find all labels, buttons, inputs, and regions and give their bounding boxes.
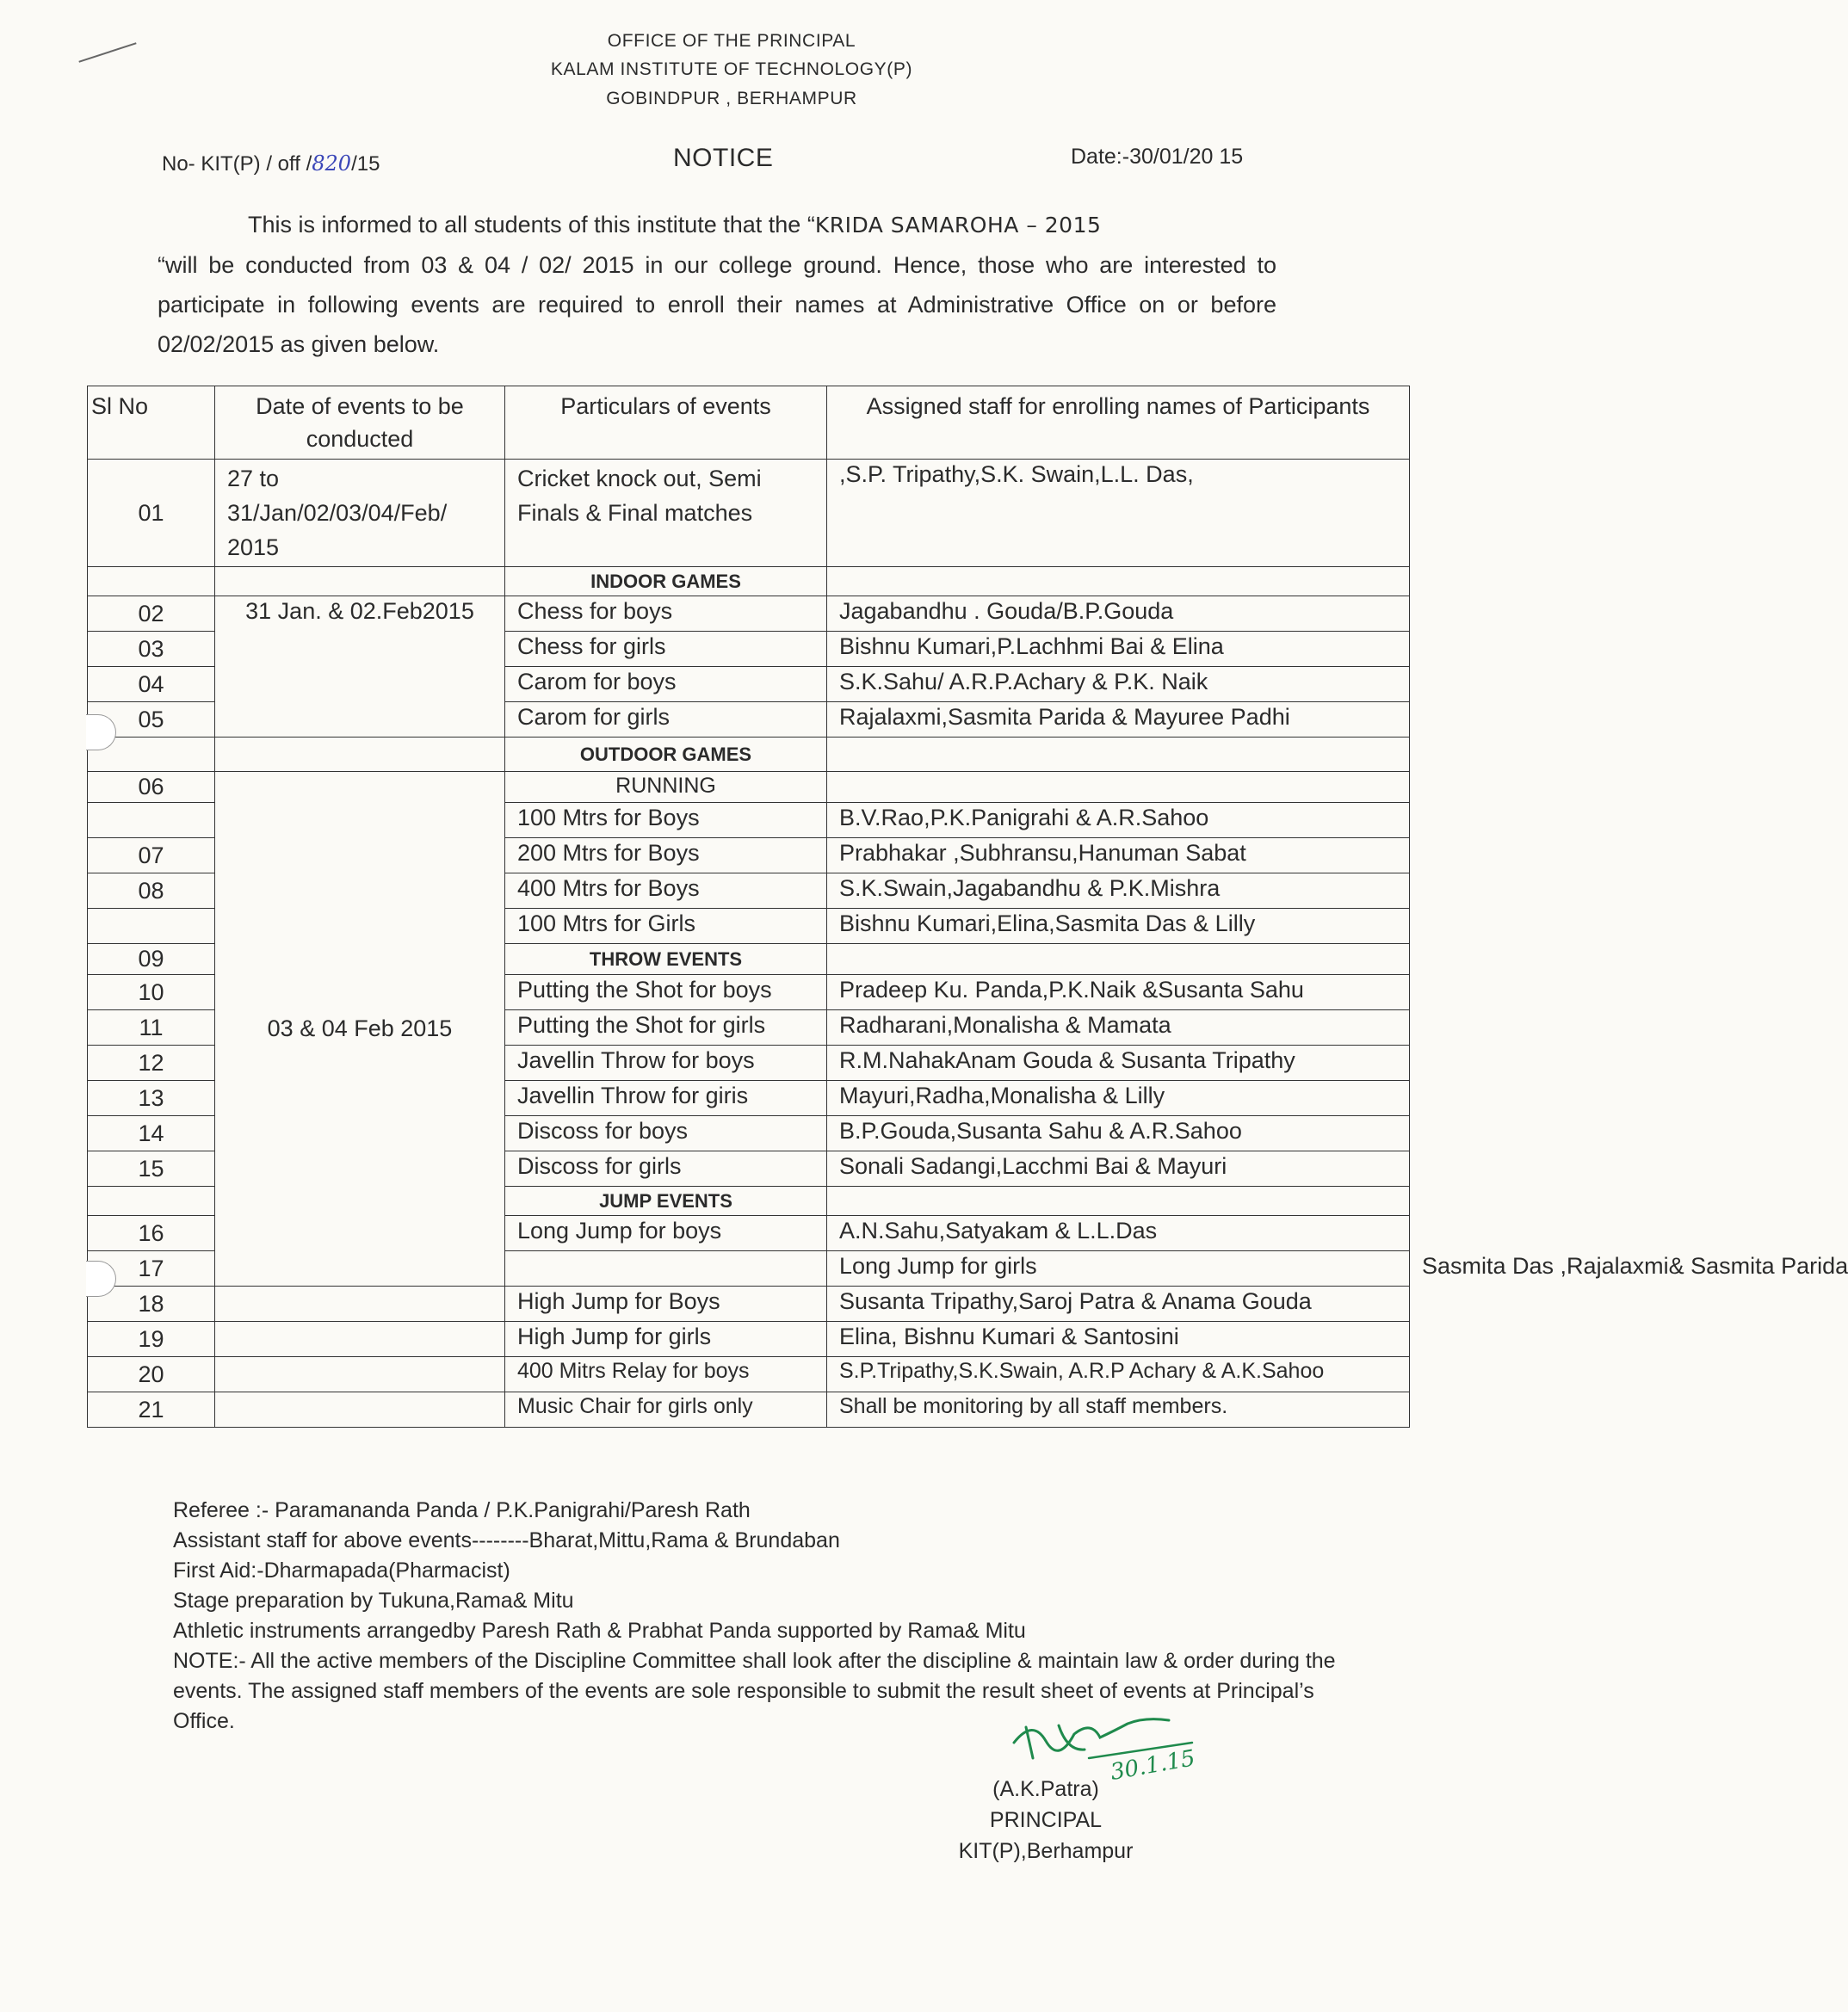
sl-cell: 10 (88, 975, 215, 1010)
reference-number (162, 151, 380, 176)
col-header-date: Date of events to be conducted (215, 386, 505, 460)
sl-cell (88, 803, 215, 838)
institute-name: KALAM INSTITUTE OF TECHNOLOGY(P) (550, 59, 913, 79)
reference-handwritten-no: 820 (312, 151, 352, 176)
sl-cell: 21 (88, 1392, 215, 1428)
event-cell: Putting the Shot for boys (505, 975, 827, 1010)
staff-cell: Elina, Bishnu Kumari & Santosini (827, 1322, 1410, 1357)
date-cell: 03 & 04 Feb 2015 (215, 772, 505, 1287)
section-title: JUMP EVENTS (505, 1187, 827, 1216)
table-row (88, 1322, 1410, 1357)
event-cell: 200 Mtrs for Boys (505, 838, 827, 873)
intro-text-2: “will be conducted from 03 & 04 / 02/ 2015 in our college ground. Hence, those who are interested to participate in following events are required to enroll their names at Administrative Office on or before 02/02/2015 as given below. (158, 252, 1276, 357)
signatory-name: (A.K.Patra) (992, 1777, 1099, 1801)
table-row (88, 1287, 1410, 1322)
notice-date: Date:-30/01/20 15 (1071, 145, 1244, 169)
staff-cell: B.P.Gouda,Susanta Sahu & A.R.Sahoo (827, 1116, 1410, 1151)
col-header-particulars: Particulars of events (505, 386, 827, 460)
table-row (88, 596, 1410, 632)
sl-cell: 18 (88, 1287, 215, 1322)
table-row (88, 460, 1410, 567)
staff-cell: S.K.Sahu/ A.R.P.Achary & P.K. Naik (827, 667, 1410, 702)
event-cell: Discoss for boys (505, 1116, 827, 1151)
event-cell: Chess for boys (505, 596, 827, 632)
events-table (87, 386, 1848, 1428)
institute-address: GOBINDPUR , BERHAMPUR (606, 89, 857, 108)
event-cell: Putting the Shot for girls (505, 1010, 827, 1046)
event-cell: Long Jump for girls (827, 1251, 1410, 1287)
section-row-outdoor (88, 738, 1410, 772)
event-cell: 100 Mtrs for Boys (505, 803, 827, 838)
staff-cell: S.P.Tripathy,S.K.Swain, A.R.P Achary & A.K.Sahoo (827, 1357, 1410, 1392)
sl-cell: 11 (88, 1010, 215, 1046)
event-cell: Chess for girls (505, 632, 827, 667)
staff-cell: Radharani,Monalisha & Mamata (827, 1010, 1410, 1046)
table-row (88, 1392, 1410, 1428)
signature-date: 30.1.15 (1108, 1745, 1197, 1786)
sl-cell: 13 (88, 1081, 215, 1116)
staff-cell: ,S.P. Tripathy,S.K. Swain,L.L. Das, (827, 460, 1410, 567)
signatory-block (934, 1774, 1158, 1867)
staff-cell: Sonali Sadangi,Lacchmi Bai & Mayuri (827, 1151, 1410, 1187)
event-cell: 400 Mitrs Relay for boys (505, 1357, 827, 1392)
section-title: INDOOR GAMES (505, 567, 827, 596)
intro-text-1: This is informed to all students of this institute that the “ (248, 212, 815, 238)
event-cell: Javellin Throw for giris (505, 1081, 827, 1116)
sl-cell: 16 (88, 1216, 215, 1251)
reference-prefix: No- KIT(P) / off / (162, 152, 312, 176)
event-cell: Javellin Throw for boys (505, 1046, 827, 1081)
first-aid-line: First Aid:-Dharmapada(Pharmacist) (173, 1558, 510, 1583)
event-cell: High Jump for girls (505, 1322, 827, 1357)
sl-cell: 06 (88, 772, 215, 803)
table-row: 17 Long Jump for girls Sasmita Das ,Rajalaxmi& Sasmita Parida (88, 1251, 1410, 1287)
event-cell: Music Chair for girls only (505, 1392, 827, 1428)
signatory-designation: PRINCIPAL (989, 1808, 1103, 1832)
sl-cell: 01 (88, 460, 215, 567)
sl-cell: 03 (88, 632, 215, 667)
col-header-sl: Sl No (88, 386, 215, 460)
sl-cell: 19 (88, 1322, 215, 1357)
sl-cell: 14 (88, 1116, 215, 1151)
sl-cell: 05 (88, 702, 215, 738)
event-cell: 100 Mtrs for Girls (505, 909, 827, 944)
staff-cell: Bishnu Kumari,Elina,Sasmita Das & Lilly (827, 909, 1410, 944)
staff-cell: Mayuri,Radha,Monalisha & Lilly (827, 1081, 1410, 1116)
notice-footer (173, 1496, 1361, 1737)
signatory-org: KIT(P),Berhampur (958, 1839, 1134, 1863)
date-cell: 31 Jan. & 02.Feb2015 (215, 596, 505, 738)
subsection-row-running (88, 772, 1410, 803)
staff-cell: Shall be monitoring by all staff members. (827, 1392, 1410, 1428)
sl-cell: 17 (88, 1251, 215, 1287)
table-header-row (88, 386, 1410, 460)
staff-cell: Susanta Tripathy,Saroj Patra & Anama Gouda (827, 1287, 1410, 1322)
intro-paragraph (158, 205, 1276, 364)
sl-cell (88, 909, 215, 944)
stage-preparation-line: Stage preparation by Tukuna,Rama& Mitu (173, 1589, 574, 1613)
staff-cell: S.K.Swain,Jagabandhu & P.K.Mishra (827, 873, 1410, 909)
col-header-staff: Assigned staff for enrolling names of Participants (827, 386, 1410, 460)
event-cell: High Jump for Boys (505, 1287, 827, 1322)
subsection-title: RUNNING (505, 772, 827, 803)
reference-suffix: /15 (351, 152, 380, 176)
sl-cell: 07 (88, 838, 215, 873)
assistant-staff-line: Assistant staff for above events--------Bharat,Mittu,Rama & Brundaban (173, 1528, 840, 1552)
office-title: OFFICE OF THE PRINCIPAL (607, 31, 856, 51)
event-cell: Long Jump for boys (505, 1216, 827, 1251)
sl-cell: 20 (88, 1357, 215, 1392)
event-name: KRIDA SAMAROHA – 2015 (814, 213, 1102, 238)
table-row (88, 1357, 1410, 1392)
sl-cell: 09 (88, 944, 215, 975)
section-row-indoor (88, 567, 1410, 596)
notice-title: NOTICE (673, 144, 774, 172)
staff-cell: Bishnu Kumari,P.Lachhmi Bai & Elina (827, 632, 1410, 667)
staff-cell: R.M.NahakAnam Gouda & Susanta Tripathy (827, 1046, 1410, 1081)
staff-cell: A.N.Sahu,Satyakam & L.L.Das (827, 1216, 1410, 1251)
sl-cell: 12 (88, 1046, 215, 1081)
event-cell: Discoss for girls (505, 1151, 827, 1187)
staff-cell: Prabhakar ,Subhransu,Hanuman Sabat (827, 838, 1410, 873)
staff-cell: B.V.Rao,P.K.Panigrahi & A.R.Sahoo (827, 803, 1410, 838)
sl-cell: 08 (88, 873, 215, 909)
staff-cell: Jagabandhu . Gouda/B.P.Gouda (827, 596, 1410, 632)
sl-cell: 04 (88, 667, 215, 702)
section-title: OUTDOOR GAMES (505, 738, 827, 772)
referee-line: Referee :- Paramananda Panda / P.K.Panigrahi/Paresh Rath (173, 1498, 751, 1522)
event-cell: Cricket knock out, Semi Finals & Final matches (505, 460, 827, 567)
date-cell: 27 to 31/Jan/02/03/04/Feb/ 2015 (215, 460, 505, 567)
event-cell: 400 Mtrs for Boys (505, 873, 827, 909)
note-line: NOTE:- All the active members of the Discipline Committee shall look after the discipline & maintain law & order during the events. The assigned staff members of the events are sole responsible to submit the result sheet of events at Principal’s Office. (173, 1649, 1336, 1733)
staff-cell: Rajalaxmi,Sasmita Parida & Mayuree Padhi (827, 702, 1410, 738)
event-cell: Carom for girls (505, 702, 827, 738)
section-title: THROW EVENTS (505, 944, 827, 975)
sl-cell: 02 (88, 596, 215, 632)
event-cell: Carom for boys (505, 667, 827, 702)
sl-cell: 15 (88, 1151, 215, 1187)
athletic-instruments-line: Athletic instruments arrangedby Paresh Rath & Prabhat Panda supported by Rama& Mitu (173, 1619, 1026, 1643)
staff-cell: Pradeep Ku. Panda,P.K.Naik &Susanta Sahu (827, 975, 1410, 1010)
